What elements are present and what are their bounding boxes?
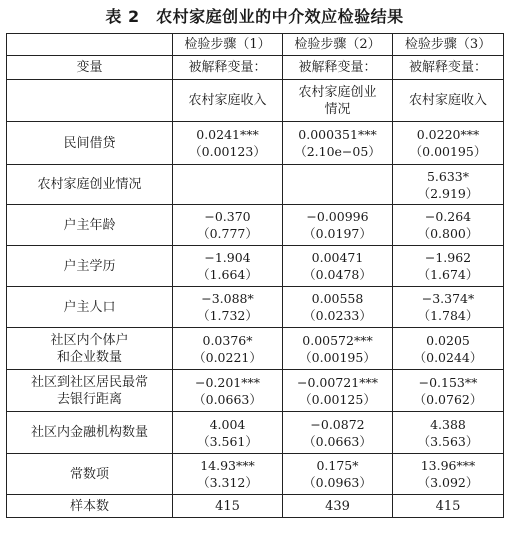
coefficient: −0.264 — [424, 209, 472, 224]
coefficient: −0.201*** — [194, 374, 260, 390]
standard-error: （1.784） — [417, 308, 479, 323]
value-cell — [393, 246, 504, 287]
value-cell — [393, 165, 504, 205]
sample-size-value: 415 — [393, 495, 504, 518]
standard-error: （0.0663） — [303, 433, 372, 449]
dependent-2 — [283, 80, 393, 122]
standard-error: （0.777） — [197, 226, 258, 241]
standard-error: （3.092） — [417, 475, 479, 490]
standard-error: （1.664） — [197, 267, 258, 282]
standard-error: （3.312） — [197, 475, 258, 490]
value-cell — [173, 165, 283, 205]
dependent-2-line-1: 农村家庭创业 — [298, 84, 377, 100]
variable-name: 和企业数量 — [56, 349, 122, 365]
explained-label-3: 被解释变量： — [393, 56, 504, 80]
value-cell — [173, 412, 283, 454]
value-cell — [393, 287, 504, 328]
value-cell — [283, 328, 393, 370]
table-title: 表 2 农村家庭创业的中介效应检验结果 — [105, 7, 404, 26]
coefficient: 0.00572*** — [302, 332, 373, 348]
value-cell — [393, 328, 504, 370]
dependent-3: 农村家庭收入 — [393, 80, 504, 122]
header-empty-cell — [7, 34, 173, 56]
dependent-1: 农村家庭收入 — [173, 80, 283, 122]
table-row — [7, 412, 504, 454]
coefficient: 5.633* — [426, 168, 470, 184]
standard-error: （0.00195） — [409, 144, 487, 159]
value-cell — [393, 412, 504, 454]
table-row — [7, 328, 504, 370]
variable-name-cell — [7, 287, 173, 328]
value-cell — [283, 454, 393, 495]
standard-error: （0.0663） — [193, 391, 262, 407]
standard-error: （1.674） — [417, 267, 479, 282]
coefficient: 14.93*** — [200, 458, 255, 473]
standard-error: （0.0963） — [303, 475, 372, 490]
coefficient: 4.004 — [209, 416, 246, 432]
standard-error: （0.0478） — [303, 267, 372, 282]
standard-error: （0.0244） — [413, 349, 483, 365]
sample-size-value: 415 — [173, 495, 283, 518]
standard-error: （0.00125） — [299, 391, 376, 407]
variable-name: 社区到社区居民最常 — [30, 374, 148, 390]
variable-name-cell — [7, 412, 173, 454]
standard-error: （0.00195） — [299, 349, 376, 365]
table-row — [7, 454, 504, 495]
coefficient: −1.962 — [424, 250, 472, 265]
variable-name: 社区内个体户 — [50, 332, 129, 348]
standard-error: （3.561） — [197, 433, 258, 449]
variable-name: 户主学历 — [63, 258, 116, 274]
table-row — [7, 287, 504, 328]
variable-header: 变量 — [7, 56, 173, 80]
coefficient: −0.0872 — [310, 416, 365, 432]
variable-name-cell — [7, 205, 173, 246]
coefficient: 0.00471 — [311, 250, 364, 265]
variable-name-cell — [7, 328, 173, 370]
sample-size-value: 439 — [283, 495, 393, 518]
variable-name: 民间借贷 — [63, 135, 116, 151]
dependent-empty-cell — [7, 80, 173, 122]
value-cell — [283, 122, 393, 165]
standard-error: （0.0233） — [303, 308, 372, 323]
header-row-dependent — [7, 80, 504, 122]
coefficient: 0.00558 — [311, 291, 364, 306]
table-row — [7, 370, 504, 412]
explained-label-1: 被解释变量： — [173, 56, 283, 80]
coefficient: 13.96*** — [420, 458, 476, 473]
coefficient: 0.175* — [316, 458, 359, 473]
standard-error: （0.00123） — [189, 144, 266, 159]
coefficient: −0.00996 — [306, 209, 369, 224]
standard-error: （1.732） — [197, 308, 258, 323]
variable-name: 去银行距离 — [56, 391, 122, 407]
value-cell — [173, 328, 283, 370]
header-row-steps — [7, 34, 504, 56]
value-cell — [173, 370, 283, 412]
value-cell — [283, 205, 393, 246]
value-cell — [173, 246, 283, 287]
value-cell — [283, 412, 393, 454]
coefficient: −3.374* — [421, 291, 475, 306]
step-3-header: 检验步骤（3） — [393, 34, 504, 56]
variable-name-cell — [7, 122, 173, 165]
variable-name-cell — [7, 165, 173, 205]
standard-error: （0.800） — [417, 226, 479, 241]
value-cell — [283, 165, 393, 205]
variable-name: 户主年龄 — [63, 217, 116, 233]
value-cell — [283, 246, 393, 287]
coefficient: 0.000351*** — [298, 127, 377, 142]
coefficient: 0.0220*** — [416, 127, 480, 142]
coefficient: 0.0205 — [426, 332, 470, 348]
variable-name-cell — [7, 246, 173, 287]
coefficient: −0.153** — [418, 374, 478, 390]
sample-size-label: 样本数 — [7, 495, 173, 518]
sample-size-row — [7, 495, 504, 518]
value-cell — [173, 454, 283, 495]
coefficient: −0.00721*** — [297, 374, 378, 390]
table-row — [7, 122, 504, 165]
header-row-variable — [7, 56, 504, 80]
value-cell — [393, 205, 504, 246]
step-2-header: 检验步骤（2） — [283, 34, 393, 56]
coefficient: −1.904 — [204, 250, 251, 265]
dependent-2-line-2: 情况 — [324, 101, 351, 117]
value-cell — [173, 205, 283, 246]
value-cell — [393, 370, 504, 412]
value-cell — [173, 122, 283, 165]
standard-error: （0.0197） — [303, 226, 372, 241]
standard-error: （0.0221） — [193, 349, 262, 365]
variable-name: 户主人口 — [63, 299, 116, 315]
table-row — [7, 246, 504, 287]
coefficient: −3.088* — [201, 291, 254, 306]
results-table — [6, 33, 504, 518]
coefficient: 0.0241*** — [196, 127, 259, 142]
coefficient: 4.388 — [430, 416, 466, 432]
variable-name: 农村家庭创业情况 — [37, 177, 142, 192]
standard-error: （0.0762） — [413, 391, 483, 407]
table-row — [7, 205, 504, 246]
variable-name: 社区内金融机构数量 — [30, 425, 148, 440]
explained-label-2: 被解释变量： — [283, 56, 393, 80]
table-row — [7, 165, 504, 205]
value-cell — [283, 370, 393, 412]
step-1-header: 检验步骤（1） — [173, 34, 283, 56]
coefficient: −0.370 — [204, 209, 251, 224]
value-cell — [173, 287, 283, 328]
value-cell — [393, 122, 504, 165]
value-cell — [283, 287, 393, 328]
value-cell — [393, 454, 504, 495]
standard-error: （2.10e−05） — [294, 144, 381, 159]
variable-name: 常数项 — [69, 466, 109, 482]
variable-name-cell — [7, 370, 173, 412]
standard-error: （3.563） — [417, 433, 479, 449]
coefficient: 0.0376* — [202, 332, 253, 348]
standard-error: （2.919） — [417, 185, 479, 201]
variable-name-cell — [7, 454, 173, 495]
